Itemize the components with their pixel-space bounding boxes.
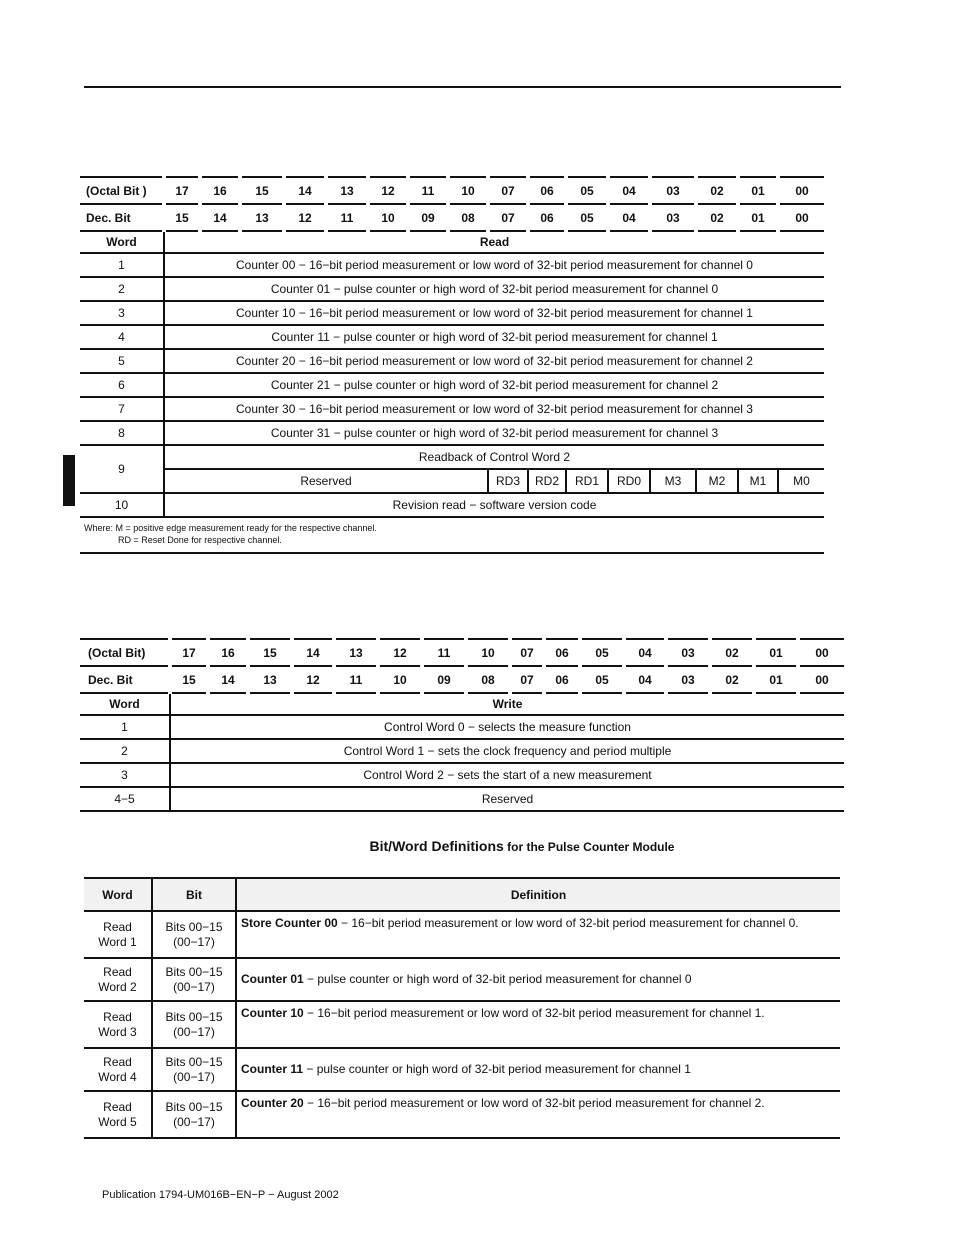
octal-bit: 11	[408, 177, 448, 204]
side-marker-bar	[63, 455, 75, 506]
octal-bit: 12	[368, 177, 408, 204]
octal-bit: 14	[284, 177, 326, 204]
dec-bit: 01	[754, 666, 798, 693]
dec-bit: 10	[378, 666, 422, 693]
table-row	[84, 1001, 840, 1048]
dec-bit: 08	[466, 666, 510, 693]
table-row	[80, 493, 824, 517]
table-row	[80, 253, 824, 277]
octal-bit: 01	[738, 177, 778, 204]
bit-cell	[152, 958, 236, 1001]
status-bit: M1	[738, 469, 778, 493]
definition-term: Counter 11	[241, 1062, 304, 1076]
dec-bit: 14	[208, 666, 248, 693]
status-bit: RD0	[608, 469, 650, 493]
word-line: Read	[103, 919, 132, 934]
definition-column-header: Definition	[236, 878, 840, 911]
word-line: Word 5	[98, 1114, 137, 1129]
dec-bit: 00	[798, 666, 844, 693]
table-row	[80, 787, 844, 811]
octal-bit: 07	[510, 639, 544, 666]
dec-bit: 15	[170, 666, 208, 693]
word-number: 9	[80, 445, 164, 493]
word-number: 3	[80, 301, 164, 325]
octal-bit: 02	[696, 177, 738, 204]
dec-bit-label: Dec. Bit	[80, 666, 170, 693]
word-description: Control Word 0 − selects the measure function	[170, 715, 844, 739]
table-row	[80, 763, 844, 787]
status-bit: RD1	[566, 469, 608, 493]
read-header: Read	[164, 231, 824, 253]
octal-bit: 07	[488, 177, 528, 204]
octal-bit: 06	[528, 177, 566, 204]
table-row	[80, 301, 824, 325]
read-image-table	[80, 176, 824, 554]
dec-bit: 03	[650, 204, 696, 231]
note-line: RD = Reset Done for respective channel.	[118, 535, 282, 545]
word-cell	[84, 911, 152, 958]
dec-bit: 12	[284, 204, 326, 231]
word-description: Counter 00 − 16−bit period measurement or low word of 32-bit period measurement for channel 0	[164, 253, 824, 277]
definition-text: − 16−bit period measurement or low word of 32-bit period measurement for channel 0.	[337, 916, 799, 930]
dec-bit: 04	[608, 204, 650, 231]
word-description: Counter 21 − pulse counter or high word of 32-bit period measurement for channel 2	[164, 373, 824, 397]
definition-term: Store Counter 00	[241, 916, 338, 930]
bit-cell	[152, 1001, 236, 1048]
write-header: Write	[170, 693, 844, 715]
definition-term: Counter 01	[241, 972, 304, 986]
word-number: 4−5	[80, 787, 170, 811]
table-row	[80, 373, 824, 397]
octal-bit: 15	[240, 177, 284, 204]
bit-line: Bits 00−15	[165, 919, 223, 934]
dec-bit: 15	[164, 204, 200, 231]
dec-bit: 06	[528, 204, 566, 231]
word-description: Counter 11 − pulse counter or high word of 32-bit period measurement for channel 1	[164, 325, 824, 349]
word-line: Read	[103, 1054, 132, 1069]
word-line: Word 3	[98, 1024, 137, 1039]
definition-text: − 16−bit period measurement or low word of 32-bit period measurement for channel 2.	[303, 1096, 765, 1110]
note-line: Where: M = positive edge measurement ready for the respective channel.	[84, 523, 377, 533]
write-image-table	[80, 638, 844, 812]
word-number: 3	[80, 763, 170, 787]
word-number: 2	[80, 277, 164, 301]
word-description: Counter 30 − 16−bit period measurement or low word of 32-bit period measurement for channel 3	[164, 397, 824, 421]
octal-bit: 01	[754, 639, 798, 666]
word-description: Counter 20 − 16−bit period measurement or low word of 32-bit period measurement for channel 2	[164, 349, 824, 373]
dec-bit: 02	[710, 666, 754, 693]
word-number: 1	[80, 253, 164, 277]
octal-bit: 04	[608, 177, 650, 204]
word-cell	[84, 1001, 152, 1048]
table-row	[84, 958, 840, 1001]
status-bit: RD3	[488, 469, 528, 493]
word-description: Counter 10 − 16−bit period measurement or low word of 32-bit period measurement for channel 1	[164, 301, 824, 325]
definition-term: Counter 20	[241, 1096, 304, 1110]
word-number: 6	[80, 373, 164, 397]
bit-line: (00−17)	[173, 1114, 215, 1129]
reserved-bits: Reserved	[164, 469, 488, 493]
word9-row	[80, 445, 824, 469]
octal-bit: 13	[326, 177, 368, 204]
definition-text: − pulse counter or high word of 32-bit period measurement for channel 1	[303, 1062, 691, 1076]
dec-bit-label: Dec. Bit	[80, 204, 164, 231]
word-number: 8	[80, 421, 164, 445]
word-description: Counter 01 − pulse counter or high word of 32-bit period measurement for channel 0	[164, 277, 824, 301]
table-row	[80, 739, 844, 763]
definition-cell	[236, 911, 840, 958]
word-line: Read	[103, 964, 132, 979]
word-line: Read	[103, 1009, 132, 1024]
dec-bit: 10	[368, 204, 408, 231]
word-line: Word 2	[98, 979, 137, 994]
table-row	[80, 715, 844, 739]
word-line: Read	[103, 1099, 132, 1114]
word-number: 10	[80, 493, 164, 517]
octal-bit: 13	[334, 639, 378, 666]
word-cell	[84, 1048, 152, 1091]
definition-text: − pulse counter or high word of 32-bit period measurement for channel 0	[303, 972, 692, 986]
word-line: Word 1	[98, 934, 137, 949]
word-number: 7	[80, 397, 164, 421]
bit-cell	[152, 1091, 236, 1138]
octal-bit: 16	[200, 177, 240, 204]
word-cell	[84, 958, 152, 1001]
bit-cell	[152, 1048, 236, 1091]
octal-bit: 05	[566, 177, 608, 204]
octal-bit: 10	[466, 639, 510, 666]
dec-bit: 08	[448, 204, 488, 231]
dec-bit: 00	[778, 204, 824, 231]
dec-bit: 05	[580, 666, 624, 693]
bit-line: (00−17)	[173, 934, 215, 949]
word-description: Revision read − software version code	[164, 493, 824, 517]
dec-bit: 06	[544, 666, 580, 693]
word-number: 1	[80, 715, 170, 739]
table-note-row	[80, 517, 824, 553]
octal-bit: 11	[422, 639, 466, 666]
table-row	[84, 911, 840, 958]
dec-bit: 02	[696, 204, 738, 231]
read-subheader-row	[80, 231, 824, 253]
octal-bit: 12	[378, 639, 422, 666]
table-row	[80, 397, 824, 421]
word-number: 5	[80, 349, 164, 373]
publication-footer: Publication 1794-UM016B−EN−P − August 2002	[102, 1189, 339, 1201]
word-cell	[84, 1091, 152, 1138]
bit-line: Bits 00−15	[165, 1009, 223, 1024]
dec-bit: 13	[248, 666, 292, 693]
octal-bit: 17	[170, 639, 208, 666]
octal-bit: 14	[292, 639, 334, 666]
octal-bit: 00	[778, 177, 824, 204]
dec-bit: 01	[738, 204, 778, 231]
dec-bit: 09	[422, 666, 466, 693]
definitions-title-sub: for the Pulse Counter Module	[503, 840, 675, 854]
definition-cell	[236, 1091, 840, 1138]
dec-bit: 11	[334, 666, 378, 693]
definitions-table	[84, 877, 840, 1139]
word-description: Readback of Control Word 2	[418, 450, 571, 464]
word-line: Word 4	[98, 1069, 137, 1084]
octal-bit: 05	[580, 639, 624, 666]
word-header: Word	[80, 231, 164, 253]
dec-bit: 09	[408, 204, 448, 231]
definition-cell	[236, 958, 840, 1001]
bit-line: (00−17)	[173, 1024, 215, 1039]
status-bit: M3	[650, 469, 696, 493]
bit-line: Bits 00−15	[165, 1054, 223, 1069]
octal-bit-label: (Octal Bit )	[80, 177, 164, 204]
dec-bit-row	[80, 666, 844, 693]
octal-bit: 04	[624, 639, 666, 666]
word-description: Reserved	[170, 787, 844, 811]
table-row	[80, 349, 824, 373]
octal-bit: 17	[164, 177, 200, 204]
octal-bit: 16	[208, 639, 248, 666]
dec-bit: 05	[566, 204, 608, 231]
bit-cell	[152, 911, 236, 958]
definition-term: Counter 10	[241, 1006, 304, 1020]
write-subheader-row	[80, 693, 844, 715]
dec-bit: 03	[666, 666, 710, 693]
octal-bit: 03	[650, 177, 696, 204]
octal-bit-row	[80, 177, 824, 204]
word-number: 4	[80, 325, 164, 349]
dec-bit-row	[80, 204, 824, 231]
octal-bit: 00	[798, 639, 844, 666]
table-row	[84, 1091, 840, 1138]
octal-bit: 10	[448, 177, 488, 204]
dec-bit: 14	[200, 204, 240, 231]
bit-line: (00−17)	[173, 979, 215, 994]
bit-column-header: Bit	[152, 878, 236, 911]
word9-bits-row	[80, 469, 824, 493]
word-column-header: Word	[84, 878, 152, 911]
definition-cell	[236, 1048, 840, 1091]
bit-line: Bits 00−15	[165, 1099, 223, 1114]
octal-bit: 03	[666, 639, 710, 666]
dec-bit: 07	[510, 666, 544, 693]
word-description: Counter 31 − pulse counter or high word of 32-bit period measurement for channel 3	[164, 421, 824, 445]
definitions-title	[0, 838, 954, 854]
status-bit: RD2	[528, 469, 566, 493]
top-rule	[84, 86, 841, 88]
word-number: 2	[80, 739, 170, 763]
definitions-title-main: Bit/Word Definitions	[369, 838, 504, 854]
dec-bit: 13	[240, 204, 284, 231]
bit-line: Bits 00−15	[165, 964, 223, 979]
octal-bit-label: (Octal Bit)	[80, 639, 170, 666]
dec-bit: 04	[624, 666, 666, 693]
word-description: Control Word 2 − sets the start of a new measurement	[170, 763, 844, 787]
definitions-header-row	[84, 878, 840, 911]
status-bit: M2	[696, 469, 738, 493]
dec-bit: 07	[488, 204, 528, 231]
table-note	[80, 517, 824, 553]
dec-bit: 11	[326, 204, 368, 231]
table-row	[80, 421, 824, 445]
word-description: Control Word 1 − sets the clock frequency and period multiple	[170, 739, 844, 763]
table-row	[80, 325, 824, 349]
status-bit: M0	[778, 469, 824, 493]
octal-bit: 06	[544, 639, 580, 666]
table-row	[84, 1048, 840, 1091]
octal-bit-row	[80, 639, 844, 666]
octal-bit: 02	[710, 639, 754, 666]
bit-line: (00−17)	[173, 1069, 215, 1084]
dec-bit: 12	[292, 666, 334, 693]
octal-bit: 15	[248, 639, 292, 666]
definition-cell	[236, 1001, 840, 1048]
definition-text: − 16−bit period measurement or low word of 32-bit period measurement for channel 1.	[303, 1006, 765, 1020]
table-row	[80, 277, 824, 301]
word-header: Word	[80, 693, 170, 715]
